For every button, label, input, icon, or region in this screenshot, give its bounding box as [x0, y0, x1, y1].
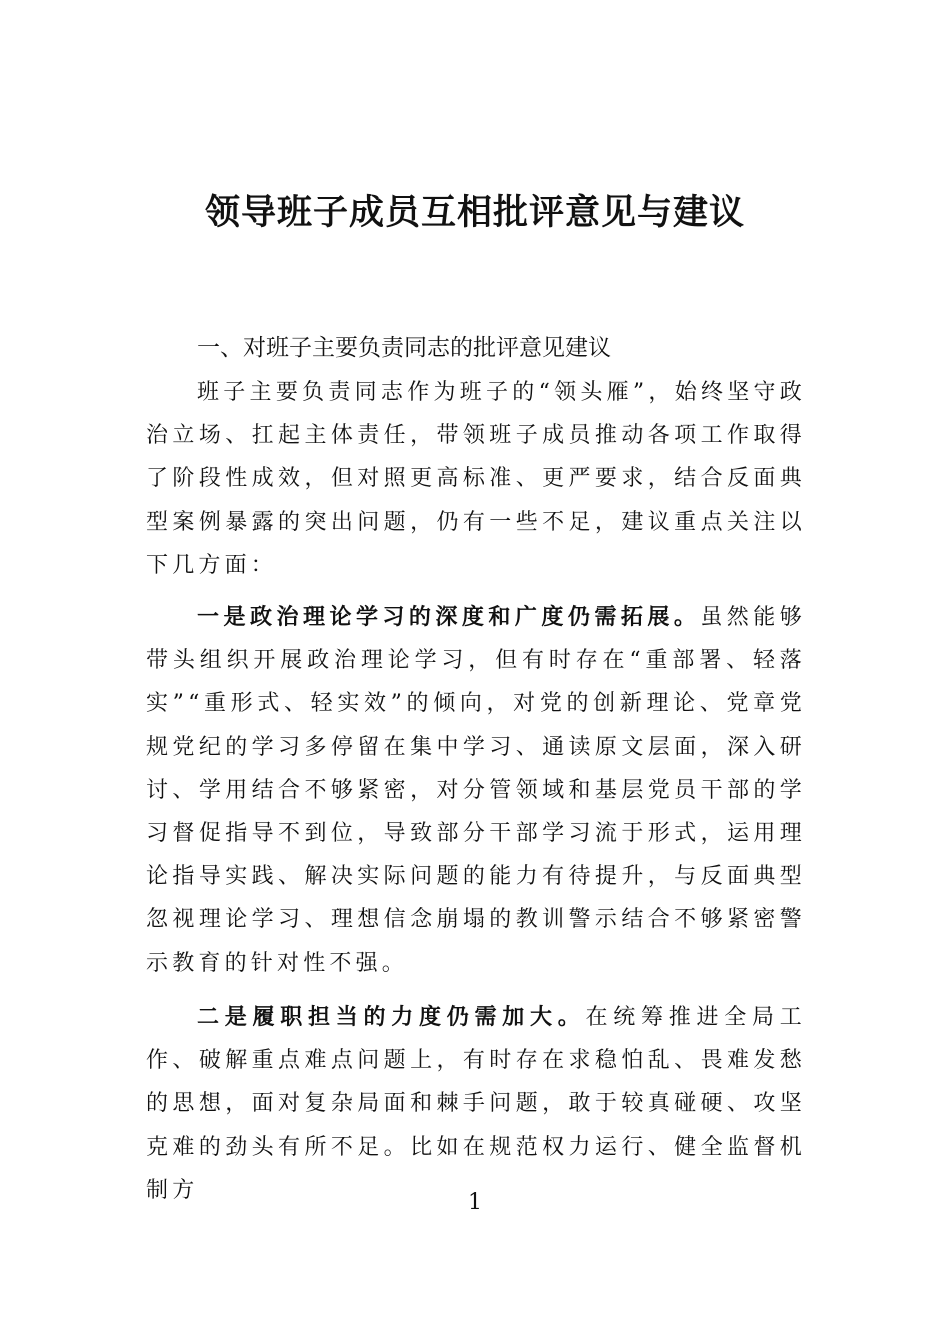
paragraph-text: 在统筹推进全局工作、破解重点难点问题上，有时存在求稳怕乱、畏难发愁的思想，面对复杂局面和棘手问题，敢于较真碰硬、攻坚克难的劲头有所不足。比如在规范权力运行、健全监督机制方 [146, 1005, 806, 1203]
paragraph-point-one [146, 596, 806, 985]
paragraph-point-two [146, 996, 806, 1212]
paragraph-text: 班子主要负责同志作为班子的“领头雁”，始终坚守政治立场、扛起主体责任，带领班子成员推动各项工作取得了阶段性成效，但对照更高标准、更严要求，结合反面典型案例暴露的突出问题，仍有一些不足，建议重点关注以下几方面： [146, 380, 806, 578]
document-title: 领导班子成员互相批评意见与建议 [204, 192, 745, 233]
paragraph-lead: 一是政治理论学习的深度和广度仍需拓展。 [197, 604, 701, 630]
section-heading: 一、对班子主要负责同志的批评意见建议 [197, 335, 611, 361]
paragraph-intro [146, 371, 806, 587]
paragraph-lead: 二是履职担当的力度仍需加大。 [197, 1004, 586, 1030]
paragraph-text: 虽然能够带头组织开展政治理论学习，但有时存在“重部署、轻落实”“重形式、轻实效”的倾向，对党的创新理论、党章党规党纪的学习多停留在集中学习、通读原文层面，深入研讨、学用结合不够紧密，对分管领域和基层党员干部的学习督促指导不到位，导致部分干部学习流于形式，运用理论指导实践、解决实际问题的能力有待提升，与反面典型忽视理论学习、理想信念崩塌的教训警示结合不够紧密警示教育的针对性不强。 [146, 605, 806, 976]
page-number: 1 [468, 1190, 482, 1215]
